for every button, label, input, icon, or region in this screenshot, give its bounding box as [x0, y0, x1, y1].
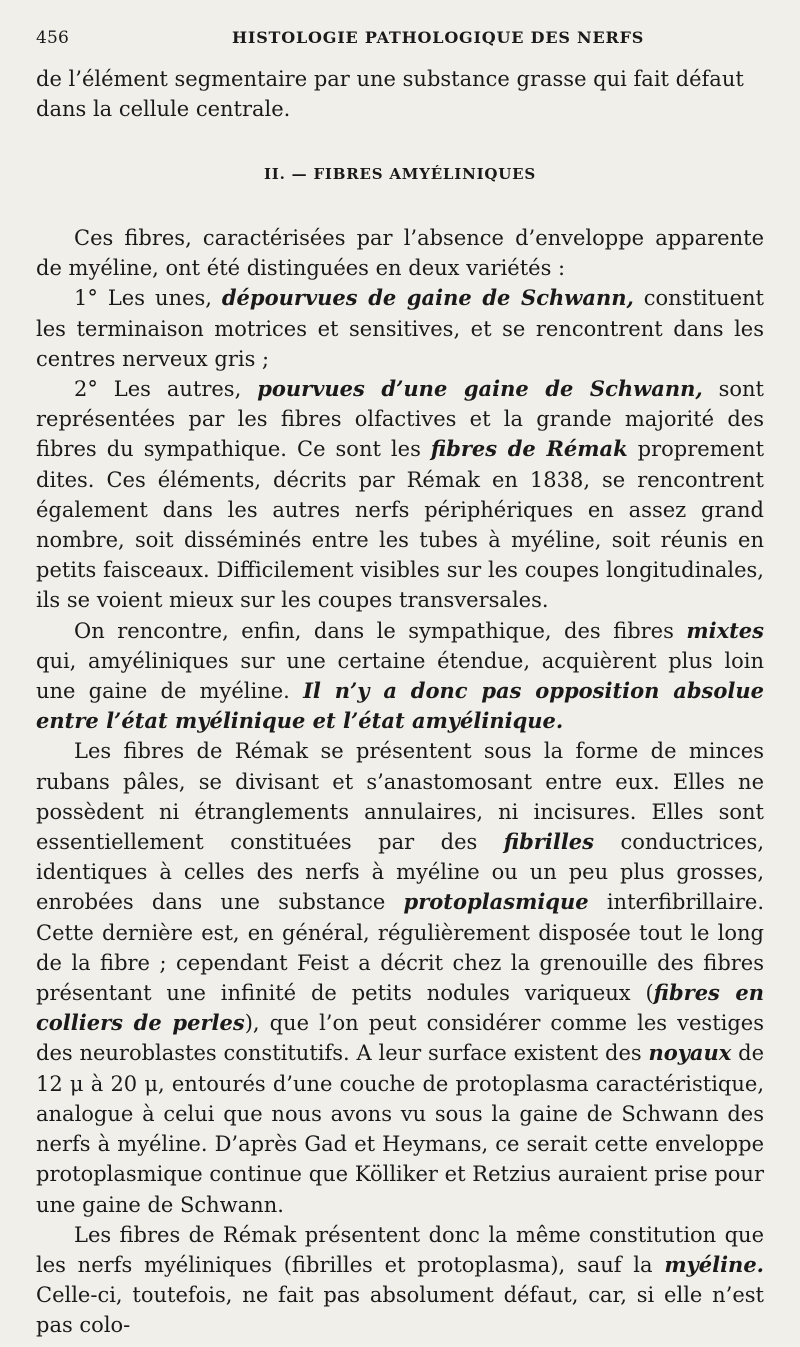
paragraph	[36, 374, 764, 616]
italic-text: protoplasmique	[403, 889, 589, 915]
paragraph-text: Celle-ci, toutefois, ne fait pas absolument défaut, car, si elle n’est pas colo-	[36, 1283, 764, 1338]
italic-text: pourvues d’une gaine de Schwann,	[257, 376, 703, 402]
italic-text: dépourvues de gaine de Schwann,	[221, 285, 634, 311]
running-title: HISTOLOGIE PATHOLOGIQUE DES NERFS	[232, 28, 645, 47]
carryover-text	[36, 64, 764, 124]
paragraph-text: ), que l’on peut considérer comme les vestiges des neuroblastes constitutifs. A leur surface existent des	[36, 1011, 764, 1066]
italic-text: fibres de Rémak	[430, 436, 628, 462]
section-title: II. — FIBRES AMYÉLINIQUES	[263, 165, 537, 183]
italic-text: myéline.	[664, 1251, 764, 1277]
page-number: 456	[36, 28, 70, 48]
paragraph-text: sont représentées par les fibres olfactives et la grande majorité des fibres du sympathique. Ce sont les	[36, 377, 764, 462]
paragraph	[36, 736, 764, 1219]
paragraph-text: proprement dites. Ces éléments, décrits par Rémak en 1838, se rencontrent également dans les autres nerfs périphériques en assez grand nombre, soit disséminés entre les tubes à myéline, soit réunis en petits faisceaux. Difficilement visibles sur les coupes longitudinales, ils se voient mieux sur les coupes transversales.	[36, 437, 765, 613]
paragraph	[36, 283, 764, 374]
paragraph	[36, 616, 764, 737]
paragraph-text: interfibrillaire. Cette dernière est, en général, régulièrement disposée tout le long de la fibre ; cependant Feist a décrit chez la grenouille des fibres présentant une infinité de petits nodules variqueux (	[36, 890, 764, 1006]
text-line: dans la cellule centrale.	[36, 97, 291, 122]
paragraph-text: constituent les terminaison motrices et sensitives, et se rencontrent dans les centres nerveux gris ;	[36, 286, 764, 371]
italic-text: mixtes	[686, 617, 764, 643]
paragraph-text: Ces fibres, caractérisées par l’absence d’enveloppe apparente de myéline, ont été distinguées en deux variétés :	[36, 226, 764, 281]
paragraph-text: 1° Les unes,	[74, 286, 222, 311]
italic-text: noyaux	[648, 1040, 732, 1066]
italic-text: Il n’y a donc pas opposition absolue entre l’état myélinique et l’état amyélinique.	[36, 678, 764, 734]
paragraph-text: On rencontre, enfin, dans le sympathique, des fibres	[74, 618, 687, 643]
paragraph-text: Les fibres de Rémak se présentent sous la forme de minces rubans pâles, se divisant et s’anastomosant entre eux. Elles ne possèdent ni étranglements annulaires, ni incisures. Elles sont essentiellement constituées par des	[36, 739, 764, 855]
italic-text: fibres en colliers de perles	[36, 980, 764, 1036]
text-line: de l’élément segmentaire par une substance grasse qui fait défaut	[36, 67, 744, 91]
page-header	[36, 28, 764, 54]
paragraph-text: Les fibres de Rémak présentent donc la même constitution que les nerfs myéliniques (fibrilles et protoplasma), sauf la	[36, 1222, 764, 1277]
paragraph	[36, 1220, 764, 1341]
italic-text: fibrilles	[503, 829, 594, 855]
paragraph-text: 2° Les autres,	[74, 377, 258, 402]
paragraph	[36, 223, 764, 283]
body-text	[36, 223, 764, 1341]
paragraph-text: qui, amyéliniques sur une certaine étendue, acquièrent plus loin une gaine de myéline.	[36, 648, 764, 704]
paragraph-text: conductrices, identiques à celles des nerfs à myéline ou un peu plus grosses, enrobées dans une substance	[36, 830, 764, 915]
paragraph-text: de 12 μ à 20 μ, entourés d’une couche de protoplasma caractéristique, analogue à celui que nous avons vu sous la gaine de Schwann des nerfs à myéline. D’après Gad et Heymans, ce serait cette enveloppe protoplasmique continue que Kölliker et Retzius auraient prise pour une gaine de Schwann.	[36, 1041, 764, 1217]
